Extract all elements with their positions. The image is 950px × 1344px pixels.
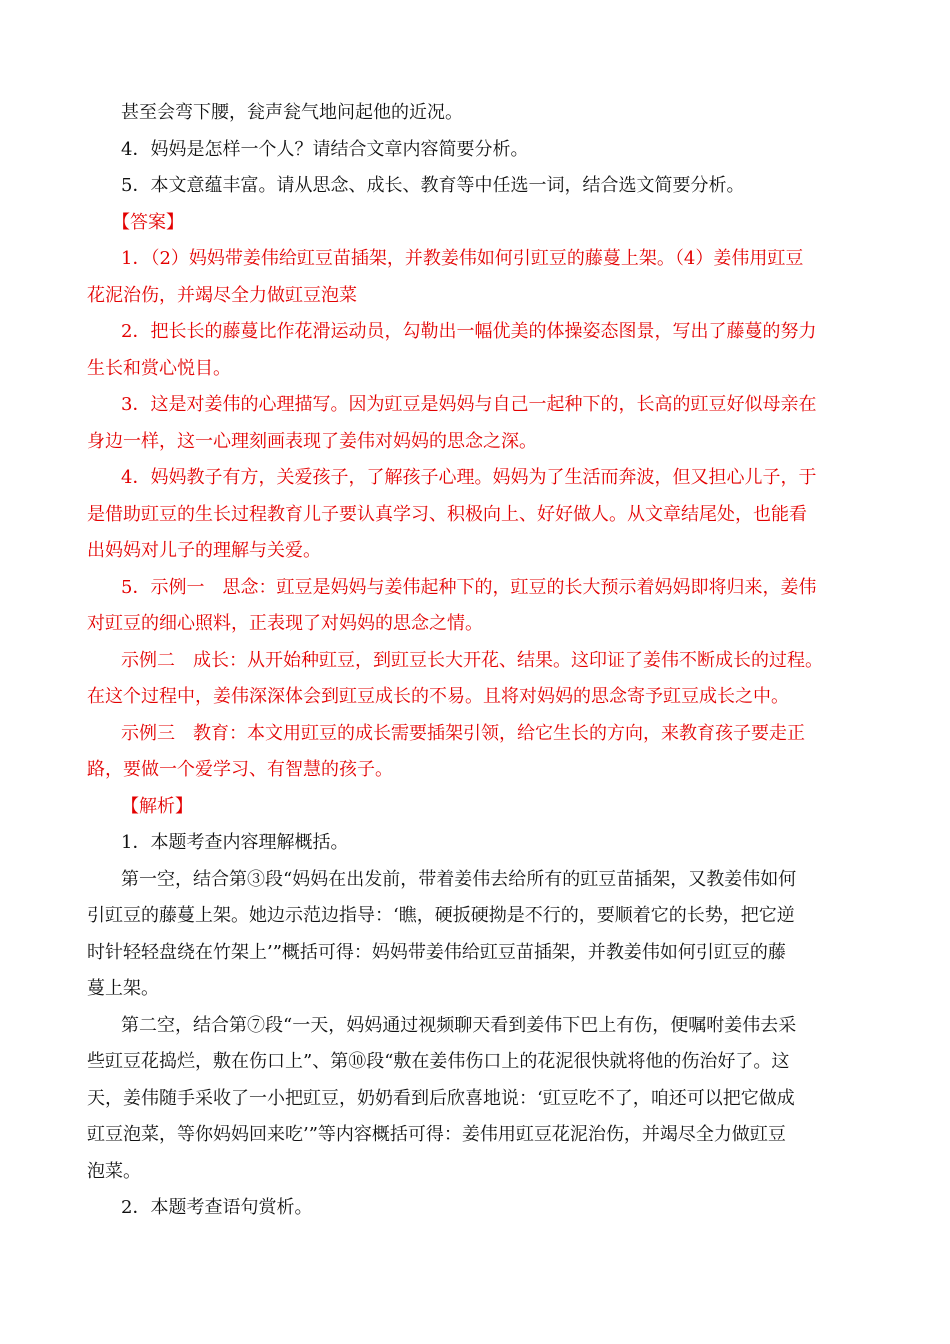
answer-heading: 【答案】 bbox=[112, 212, 184, 233]
analysis-line: 蔓上架。 bbox=[87, 978, 159, 999]
question-4: 4．妈妈是怎样一个人？请结合文章内容简要分析。 bbox=[121, 139, 529, 160]
answer-1-line: 1．（2）妈妈带姜伟给豇豆苗插架，并教姜伟如何引豇豆的藤蔓上架。（4）姜伟用豇豆 bbox=[121, 248, 804, 269]
analysis-line: 第一空，结合第③段“妈妈在出发前，带着姜伟去给所有的豇豆苗插架，又教姜伟如何 bbox=[121, 869, 797, 890]
analysis-line: 泡菜。 bbox=[87, 1161, 141, 1182]
answer-3-line: 3．这是对姜伟的心理描写。因为豇豆是妈妈与自己一起种下的，长高的豇豆好似母亲在 bbox=[121, 394, 817, 415]
analysis-line: 时针轻轻盘绕在竹架上’”概括可得：妈妈带姜伟给豇豆苗插架，并教姜伟如何引豇豆的藤 bbox=[87, 942, 786, 963]
analysis-line: 1．本题考查内容理解概括。 bbox=[121, 832, 349, 853]
analysis-line: 豇豆泡菜，等你妈妈回来吃’”等内容概括可得：姜伟用豇豆花泥治伤，并竭尽全力做豇豆 bbox=[87, 1124, 786, 1145]
answer-2-line: 生长和赏心悦目。 bbox=[87, 358, 231, 379]
question-text-line: 甚至会弯下腰，瓮声瓮气地问起他的近况。 bbox=[121, 102, 463, 123]
analysis-heading: 【解析】 bbox=[121, 796, 193, 817]
analysis-line: 天，姜伟随手采收了一小把豇豆，奶奶看到后欣喜地说：‘豇豆吃不了，咱还可以把它做成 bbox=[87, 1088, 795, 1109]
answer-5-line: 示例二 成长：从开始种豇豆，到豇豆长大开花、结果。这印证了姜伟不断成长的过程。 bbox=[121, 650, 823, 671]
answer-4-line: 4．妈妈教子有方，关爱孩子，了解孩子心理。妈妈为了生活而奔波，但又担心儿子，于 bbox=[121, 467, 817, 488]
answer-5-line: 对豇豆的细心照料，正表现了对妈妈的思念之情。 bbox=[87, 613, 483, 634]
analysis-line: 引豇豆的藤蔓上架。她边示范边指导：‘瞧，硬扳硬拗是不行的，要顺着它的长势，把它逆 bbox=[87, 905, 795, 926]
answer-5-line: 示例三 教育：本文用豇豆的成长需要插架引领，给它生长的方向，来教育孩子要走正 bbox=[121, 723, 805, 744]
analysis-line: 些豇豆花捣烂，敷在伤口上”、第⑩段“敷在姜伟伤口上的花泥很快就将他的伤治好了。这 bbox=[87, 1051, 790, 1072]
analysis-line: 第二空，结合第⑦段“一天，妈妈通过视频聊天看到姜伟下巴上有伤，便嘱咐姜伟去采 bbox=[121, 1015, 797, 1036]
answer-5-line: 5．示例一 思念：豇豆是妈妈与姜伟起种下的，豇豆的长大预示着妈妈即将归来，姜伟 bbox=[121, 577, 817, 598]
answer-1-line: 花泥治伤，并竭尽全力做豇豆泡菜 bbox=[87, 285, 357, 306]
answer-3-line: 身边一样，这一心理刻画表现了姜伟对妈妈的思念之深。 bbox=[87, 431, 537, 452]
answer-4-line: 出妈妈对儿子的理解与关爱。 bbox=[87, 540, 321, 561]
answer-5-line: 路，要做一个爱学习、有智慧的孩子。 bbox=[87, 759, 393, 780]
answer-4-line: 是借助豇豆的生长过程教育儿子要认真学习、积极向上、好好做人。从文章结尾处，也能看 bbox=[87, 504, 807, 525]
analysis-line: 2．本题考查语句赏析。 bbox=[121, 1197, 313, 1218]
answer-2-line: 2．把长长的藤蔓比作花滑运动员，勾勒出一幅优美的体操姿态图景，写出了藤蔓的努力 bbox=[121, 321, 817, 342]
question-5: 5．本文意蕴丰富。请从思念、成长、教育等中任选一词，结合选文简要分析。 bbox=[121, 175, 745, 196]
answer-5-line: 在这个过程中，姜伟深深体会到豇豆成长的不易。且将对妈妈的思念寄予豇豆成长之中。 bbox=[87, 686, 789, 707]
